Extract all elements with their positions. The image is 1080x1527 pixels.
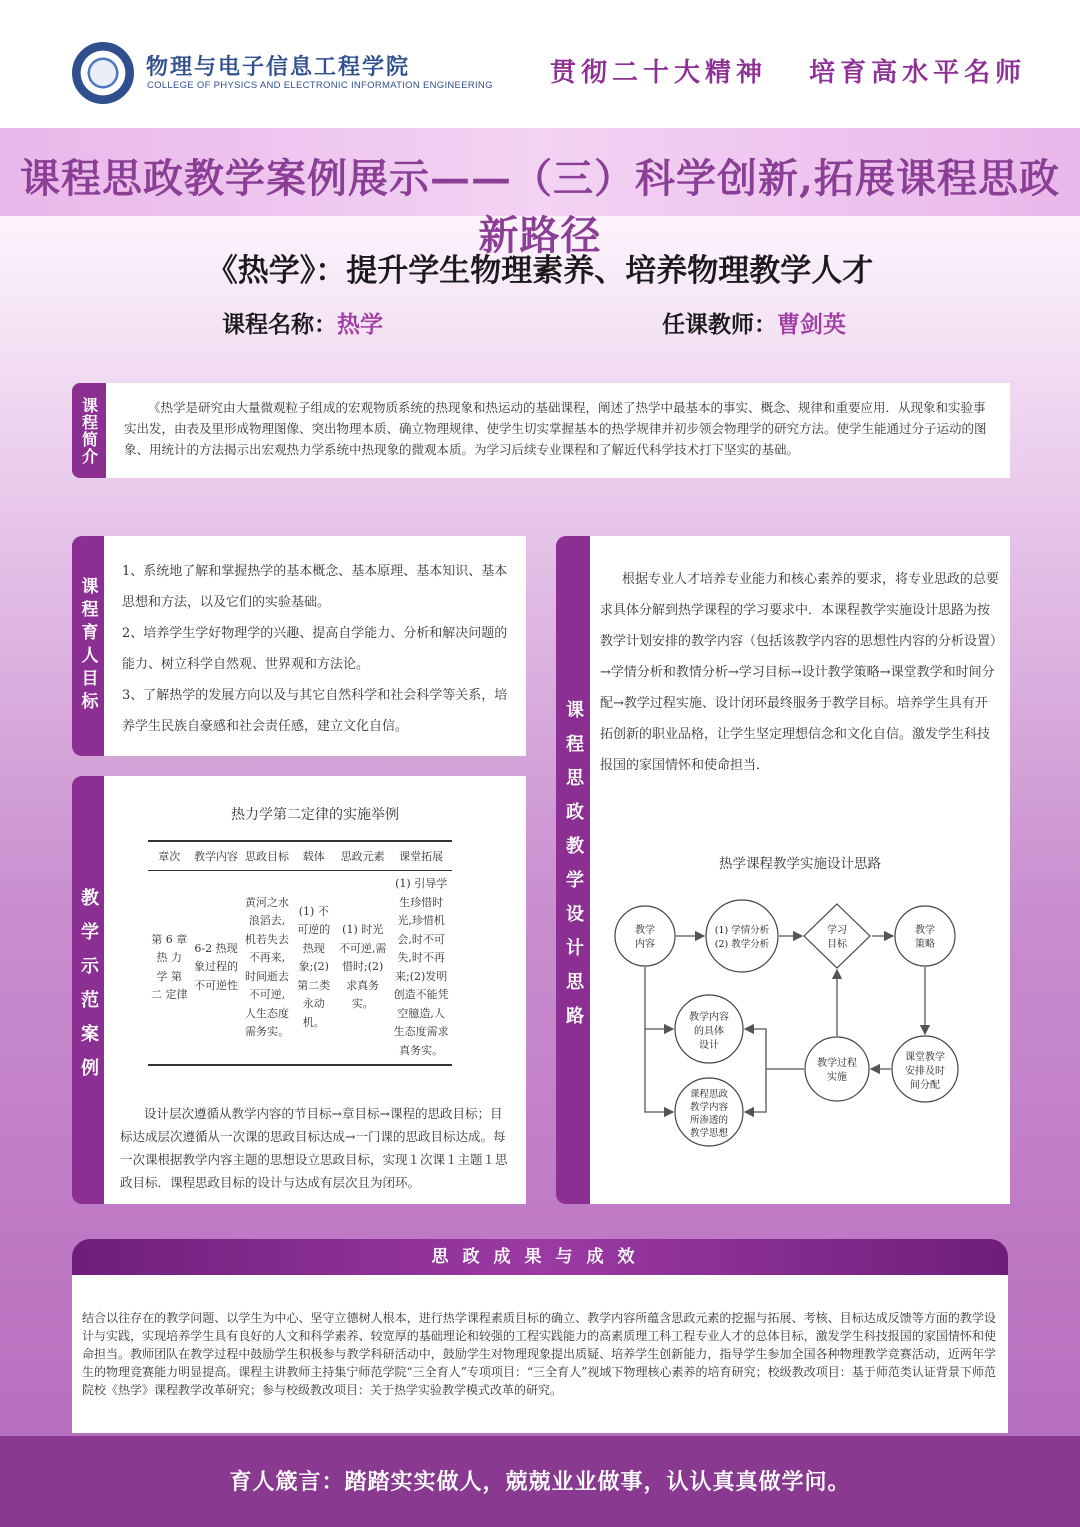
- table-cell: 6-2 热现象过程的不可逆性: [191, 871, 242, 1066]
- goals-panel: [104, 536, 526, 756]
- flow-node-analysis: [706, 900, 778, 972]
- goal-item-1: 1、系统地了解和掌握热学的基本概念、基本原理、基本知识、基本思想和方法，以及它们的实验基础。: [122, 564, 508, 610]
- college-seal-logo: [72, 42, 134, 104]
- course-teacher: [662, 306, 846, 339]
- goal-item-2: 2、培养学生学好物理学的兴趣、提高自学能力、分析和解决问题的能力、树立科学自然观、世界观和方法论。: [122, 626, 508, 672]
- teacher-value: 曹剑英: [777, 312, 846, 338]
- flow-label: (2) 教学分析: [714, 939, 770, 950]
- flow-node-content: [615, 906, 675, 966]
- flow-arrow: [645, 967, 673, 1029]
- course-subtitle: 《热学》：提升学生物理素养、培养物理教学人才: [206, 253, 874, 289]
- intro-text: 《热学是研究由大量微观粒子组成的宏观物质系统的热现象和热运动的基础课程，阐述了热学中最基本的事实、概念、规律和重要应用．从现象和实验事实出发，由表及里形成物理图像、突出物理本质、确立物理规律、使学生切实掌握基本的热学规律并初步领会物理学的研究方法。使学生能通过分子运动的图象、用统计的方法揭示出宏观热力学系统中热现象的微观本质。为学习后续专业课程和了解近代科学技术打下坚实的基础。: [124, 400, 987, 457]
- table-header-row: [148, 841, 452, 871]
- college-name: 物理与电子信息工程学院: [146, 54, 411, 80]
- demo-note: 设计层次遵循从教学内容的节目标→章目标→课程的思政目标；目标达成层次遵循从一次课的思政目标达成→一门课的思政目标达成。每一次课根据教学内容主题的思想设立思政目标，实现１次课１主题１思政目标．课程思政目标的设计与达成有层次且为闭环。: [120, 1106, 508, 1190]
- flow-node-goal: [804, 904, 870, 968]
- college-name-english: COLLEGE OF PHYSICS AND ELECTRONIC INFORMATION ENGINEERING: [147, 80, 493, 91]
- flow-label: 学习: [827, 925, 847, 936]
- demo-table: [148, 840, 452, 1066]
- flow-label: 教学: [915, 925, 935, 936]
- table-header: 思政元素: [335, 841, 390, 871]
- design-tab: 课程思政教学设计思路: [556, 536, 590, 1204]
- main-title: 课程思政教学案例展示——（三）科学创新,拓展课程思政新路径: [20, 155, 1060, 259]
- intro-panel: [106, 383, 1010, 478]
- course-name-value: 热学: [337, 312, 383, 338]
- flow-title: 热学课程教学实施设计思路: [719, 856, 881, 872]
- flow-arrow: [745, 1069, 766, 1112]
- table-row: [148, 871, 452, 1066]
- results-title: 思政成果与成效: [72, 1239, 1008, 1275]
- demo-table-title: 热力学第二定律的实施举例: [231, 807, 399, 823]
- flow-label: 教学内容: [689, 1102, 729, 1113]
- flow-node-strategy: [895, 906, 955, 966]
- flow-label: 课堂教学: [905, 1052, 945, 1063]
- goals-tab: 课程育人目标: [72, 536, 104, 756]
- course-name: [222, 306, 383, 339]
- flow-label: 内容: [635, 939, 655, 950]
- flow-label: 的具体: [694, 1026, 724, 1037]
- results-text: 结合以往存在的教学问题、以学生为中心、坚守立德树人根本，进行热学课程素质目标的确立、教学内容所蕴含思政元素的挖掘与拓展、考核、目标达成反馈等方面的教学设计与实践，实现培养学生具有良好的人文和科学素养、较宽厚的基础理论和较强的工程实践能力的高素质理工科工程专业人才的总体目标，激发学生科技报国的家国情怀和使命担当。教师团队在教学过程中鼓励学生积极参与教学科研活动中，鼓励学生对物理现象提出质疑、培养学生创新能力，指导学生参加全国各种物理教学竞赛活动，近两年学生的物理竞赛能力明显提高。课程主讲教师主持集宁师范学院“三全育人”专项项目：“三全育人”视域下物理核心素养的培育研究；校级教改项目：基于师范类认证背景下师范院校《热学》课程教学改革研究；参与校级教改项目：关于热学实验教学模式改革的研究。: [82, 1311, 996, 1397]
- table-cell: 第 6 章 热 力 学 第 二 定律: [148, 871, 191, 1066]
- flow-label: 教学思想: [689, 1128, 729, 1139]
- flow-label: 教学内容: [689, 1012, 729, 1023]
- flow-arrow: [745, 1029, 804, 1069]
- table-header: 课堂拓展: [390, 841, 452, 871]
- design-text: 根据专业人才培养专业能力和核心素养的要求，将专业思政的总要求具体分解到热学课程的学习要求中．本课程教学实施设计思路为按教学计划安排的教学内容（包括该教学内容的思想性内容的分析设置）→学情分析和教情分析→学习目标→设计教学策略→课堂教学和时间分配→教学过程实施、设计闭环最终服务于教学目标。培养学生具有开拓创新的职业品格，让学生坚定理想信念和文化自信。激发学生科技报国的家国情怀和使命担当．: [600, 572, 1000, 773]
- table-cell: (1) 时光不可逆,需惜时;(2)求真务实。: [335, 871, 390, 1066]
- design-flowchart: [590, 876, 1010, 1196]
- flow-label: 教学过程: [817, 1058, 857, 1069]
- footer-motto: 育人箴言：踏踏实实做人，兢兢业业做事，认认真真做学问。: [229, 1470, 851, 1495]
- results-panel: [72, 1275, 1008, 1433]
- flow-label: (1) 学情分析: [714, 925, 770, 936]
- table-cell: (1) 不可逆的热现象;(2) 第二类永动机。: [293, 871, 336, 1066]
- flow-label: 目标: [827, 939, 847, 950]
- flow-label: 安排及时: [905, 1066, 945, 1077]
- demo-tab: 教学示范案例: [72, 776, 104, 1204]
- flow-label: 策略: [915, 939, 935, 950]
- table-header: 思政目标: [242, 841, 293, 871]
- flow-label: 教学: [635, 925, 655, 936]
- flow-node-process: [805, 1037, 869, 1101]
- header-slogan: 贯彻二十大精神 培育高水平名师: [550, 58, 1027, 88]
- flow-label: 实施: [827, 1072, 847, 1083]
- intro-tab: 课程简介: [72, 383, 106, 478]
- header-bar: [0, 0, 1080, 128]
- flow-arrow: [645, 1029, 673, 1112]
- goal-item-3: 3、了解热学的发展方向以及与其它自然科学和社会科学等关系，培养学生民族自豪感和社会责任感，建立文化自信。: [122, 688, 508, 734]
- table-header: 教学内容: [191, 841, 242, 871]
- design-panel: [590, 536, 1010, 1204]
- table-header: 章次: [148, 841, 191, 871]
- flow-label: 课程思政: [689, 1089, 729, 1100]
- demo-panel: [104, 776, 526, 1204]
- table-cell: (1) 引导学生珍惜时光,珍惜机会,时不可失,时不再来;(2)发明创造不能凭空臆造,人生态度需求真务实。: [390, 871, 452, 1066]
- teacher-label: 任课教师：: [662, 312, 777, 338]
- course-name-label: 课程名称：: [222, 312, 337, 338]
- table-header: 载体: [293, 841, 336, 871]
- table-cell: 黄河之水浪滔去,机若失去不再来,时间逝去不可逆,人生态度需务实。: [242, 871, 293, 1066]
- flow-label: 间分配: [910, 1080, 940, 1091]
- flow-label: 设计: [699, 1040, 719, 1051]
- flow-label: 所渗透的: [689, 1115, 729, 1126]
